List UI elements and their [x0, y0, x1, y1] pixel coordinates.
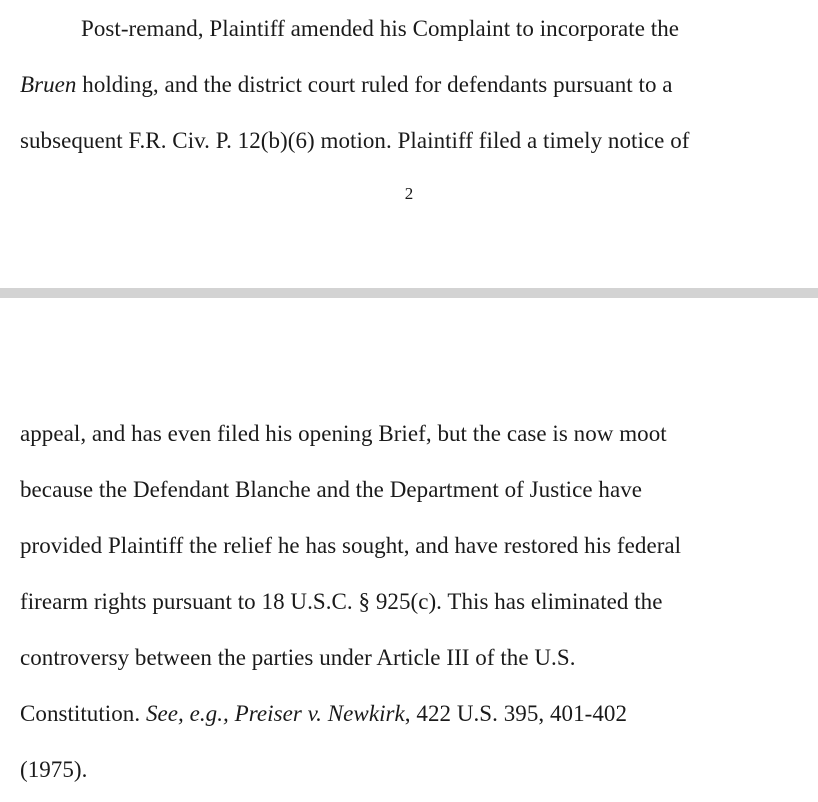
body-text-line: controversy between the parties under Article III of the U.S. — [20, 645, 576, 670]
body-text-line — [20, 70, 673, 100]
body-text-line: firearm rights pursuant to 18 U.S.C. § 925(c). This has eliminated the — [20, 589, 663, 614]
body-text-line: (1975). — [20, 757, 88, 782]
body-text-line: subsequent F.R. Civ. P. 12(b)(6) motion. Plaintiff filed a timely notice of — [20, 128, 690, 153]
case-name-italic: Bruen — [20, 72, 77, 97]
body-text-line: provided Plaintiff the relief he has sought, and have restored his federal — [20, 533, 682, 558]
body-text-span: Constitution. — [20, 701, 146, 726]
document-page-top — [0, 0, 818, 288]
body-text-span: , 422 U.S. 395, 401-402 — [404, 701, 628, 726]
body-text-line — [20, 699, 627, 729]
document-page-bottom — [0, 298, 818, 802]
body-text-line: because the Defendant Blanche and the Department of Justice have — [20, 477, 643, 502]
page-separator — [0, 288, 818, 298]
body-text-line: Post-remand, Plaintiff amended his Complaint to incorporate the — [81, 16, 680, 41]
body-text-line: appeal, and has even filed his opening Brief, but the case is now moot — [20, 421, 667, 446]
page-number: 2 — [404, 184, 414, 203]
citation-italic: See, e.g., Preiser v. Newkirk — [145, 701, 405, 726]
body-text-span: holding, and the district court ruled for defendants pursuant to a — [76, 72, 673, 97]
